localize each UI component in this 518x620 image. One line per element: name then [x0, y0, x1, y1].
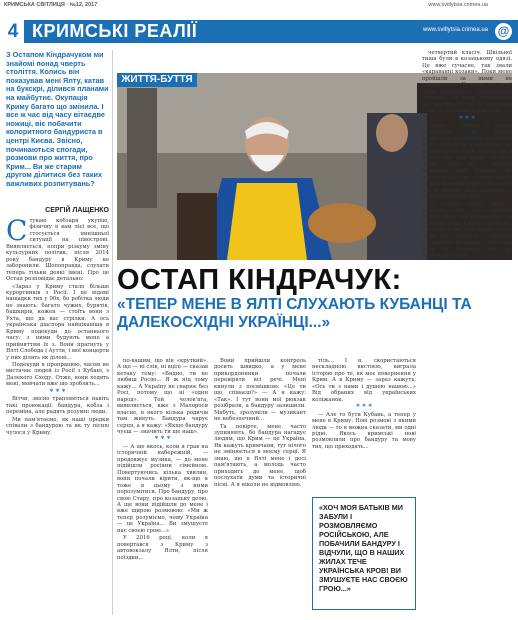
col5-p1: четвертий класіч. Шкільної тиша були в козацькому одязі. Це вже сучасне, так звали «караванні козаки». Поки мене пройшли за ними не зупинилися. У мене на руці були палички в «Українськім кольорі». То вони, побачивши це, вирішили, що я наспівати туди «Із потаємного нічого» ...: [422, 50, 512, 115]
section-bar: [24, 20, 518, 43]
column-rule: [112, 50, 113, 615]
section-title: КРИМСЬКІ РЕАЛІЇ: [32, 21, 198, 41]
col4-p1: тіль... І я, скористаються нескладною вистоєю, виграла історію про те, як моє повернення у Крим. А в Криму — зараз кажуть: «Ось ти з нами і душею нашою...» Від обраних від українських коліжанок.: [312, 358, 416, 403]
col2-p3: У 2016 році, коли я повертався з Криму з автовокзалу Ялти, після поїздки...: [117, 535, 208, 561]
col1-p5: Ми пам'ятаємо, як наші предки співали з бандурою та як ту пісню чулося у Криму.: [6, 416, 109, 436]
pull-quote: «ХОЧ МОЯ БАТЬКІВ МИ ЗАБУЛИ І РОЗМОВЛЯЄМО РОСІЙСЬКОЮ, АЛЕ ПОБАЧИЛИ БАНДУРУ І ВІДЧУЛИ, ЩО В НАШИХ ЖИЛАХ ТЕЧЕ УКРАЇНСЬКА КРОВ! ВИ ЗМУШУЄТЕ НАС СВОЄЮ ГРОЮ...»: [312, 497, 416, 610]
article-column-5: [422, 50, 512, 614]
col3-p1: Вони прийшли контроль досить швидко, а у мене прикордонники почали перевіряти всі речі. Мені кинули з посмішкою: «Це ти що, співаєш?» — А я кажу: «Так». І тут вони мої рюкзак розібрали, а бандуру залишили. Мабуть, зрозуміли — музикант не небезпечний...: [214, 358, 306, 423]
site-url[interactable]: www.svitlytsia.crimea.ua: [422, 27, 488, 33]
article-column-2: [117, 358, 208, 614]
rubric-label: ЖИТТЯ-БУТТЯ: [117, 73, 197, 87]
section-separator: * * *: [459, 113, 475, 123]
article-column-1: [6, 218, 109, 614]
col2-p2: — А ще якось, коли я грав на історичній набережній, — продовжує музика, — до мене підійшли росіяни сімейною. Повертуючись кілька хвилин, вони почали вірити, як-що я тоже в цьому з ними порозумітися. Про бандуру, про свою Стару, про козацьку долю. А ще вони підійшли до мене і вже щирою розмовою: «Ми ж тепер розуміємо, чому Україна — це Україна... Ви змушуєте нас своєю грою...»: [117, 443, 208, 534]
article-column-4: [312, 358, 416, 492]
section-separator: * * *: [356, 402, 372, 412]
col1-p3: Подекуди я пропрацюю, часом не вистачає людей із Росії з Кубані, з Далекого Сходу. Отже, вони ходять мені, мовчати вже що зроблять...: [6, 361, 109, 388]
col5-p3: Не кожен Остап вдає з теплом, але він завжди підкреслює: «Я кримчанин до глибини душі. І мова, і бандура, і Крим — це моя доля. Якщо люди нас слухають — значить ми живемо не дарма». Аж поки його не почують там, де найбільше треба.: [422, 201, 512, 260]
section-header: [0, 20, 518, 43]
newspaper-issue: КРИМСЬКА СВІТЛИЦЯ · №12, 2017: [4, 2, 98, 8]
col3-p2: Та повірте, мене часто зупиняють, бо бандура нагадує людям, що Крим — це Україна. Як кажуть кримчани, тут нічого не змінюється в моєму серці. Я знаю, що в Ялті мене і досі пам'ятають, а молодь часто приходить до мене, щоб послухати думи та історичні пісні. А я ніколи не відмовляю.: [214, 423, 306, 488]
col4-p2: — Але то бути Кубань, а тепер у мене в Криму. Нові розмові з якими люди — то я можна сказати, ми одні рідні. Якось кримські нові розмовляли про бандуру та мову тих, що приходять...: [312, 411, 416, 450]
headline-title: ОСТАП КІНДРАЧУК:: [117, 264, 402, 296]
newspaper-url: www.svitlytsia.crimea.ua: [428, 2, 488, 8]
top-line: [0, 0, 518, 10]
col1-p2: «Зараз у Криму стало більше курортників з Росії. І це відомі нащадки тих у 90х, бо робітка люди не знають: багато чужих, бурятів, башкирів, кожен — стоїть вони з Ухта, що да вас стрілки. А ось українська діаспора найцікавіша в Криму подекуди до останнього часу: з ними будують мене а прийняттям їх з. Вони прагнуть у Ялті Слобода і Аутти, і мої концерти у них ділять як ділені...: [6, 283, 109, 361]
col2-p1: по-вашим, що він «круткий». А що — ні слів, ні вцілі — сказав кетаку тому: «Видно, ти не любиш Росію... Я ж ніц тому кажу... А Україну не сварює без Росі, потому що ні «один народ». Той чолов'яга, виявляється, вже з Малороси власне, в якого кілька родичів там живуть. Бандура чарує серця, а я кажу: «Якщо бандуру чуєш — значить ти ще наш».: [117, 358, 208, 435]
col5-p2: Остап з теплом у голосі розповідає, що багато кримських котпчака, пізнаючи його, підходять з кількома, як тільки бачать Київ, то вітання з хором, як хор подає до 90-х часів. Через це є велике бажання, щоб бандура не поверталась до «кримського старих бандуристів», і він каже що в Криму досі співають і музикують наші діти.: [422, 122, 512, 200]
headline-subtitle: «ТЕПЕР МЕНЕ В ЯЛТІ СЛУХАЮТЬ КУБАНЦІ ТА ДАЛЕКОСХІДНІ УКРАЇНЦІ...»: [117, 296, 472, 331]
page-number: 4: [2, 20, 24, 43]
section-separator: * * *: [49, 386, 66, 396]
at-icon: @: [495, 23, 512, 40]
col1-p4: Вітчи, звісно трапляються навіть такі провокації: бандура, кобза і переміна, але радять розумні люди.: [6, 396, 109, 416]
article-column-3: [214, 358, 306, 614]
lead-paragraph: З Остапом Кіндрачуком ми знайомі понад чверть століття. Колись він показував мені Ялту, катав на букскрі, ділився планами на майбутнє. Окупація Криму багато що змінила. І все ж час від часу вітаєдве ножиці, віє побачити колоритного бандуриста в центрі Києва. Звісно, починаються спогади, розмови про життя, про Крим... Ви же старим другом ділитися без таких важливих розпитувань?: [6, 50, 109, 188]
col1-p1: тукаю кобзаря укупію, фізичну я вам лієї все, що стосується нинішньої ситуації на півострові. Виявляється, попри різкуму зміну культурних політик, після 2014 року бандуру в Криму не заборонили. Шопоправда, слухати теперь тільки деякі імені. Про це Остап розповідає детально:: [6, 218, 109, 283]
drop-cap: С: [6, 218, 28, 247]
section-separator: * * *: [154, 434, 171, 444]
author-name: СЕРГІЙ ЛАЩЕНКО: [45, 207, 109, 214]
